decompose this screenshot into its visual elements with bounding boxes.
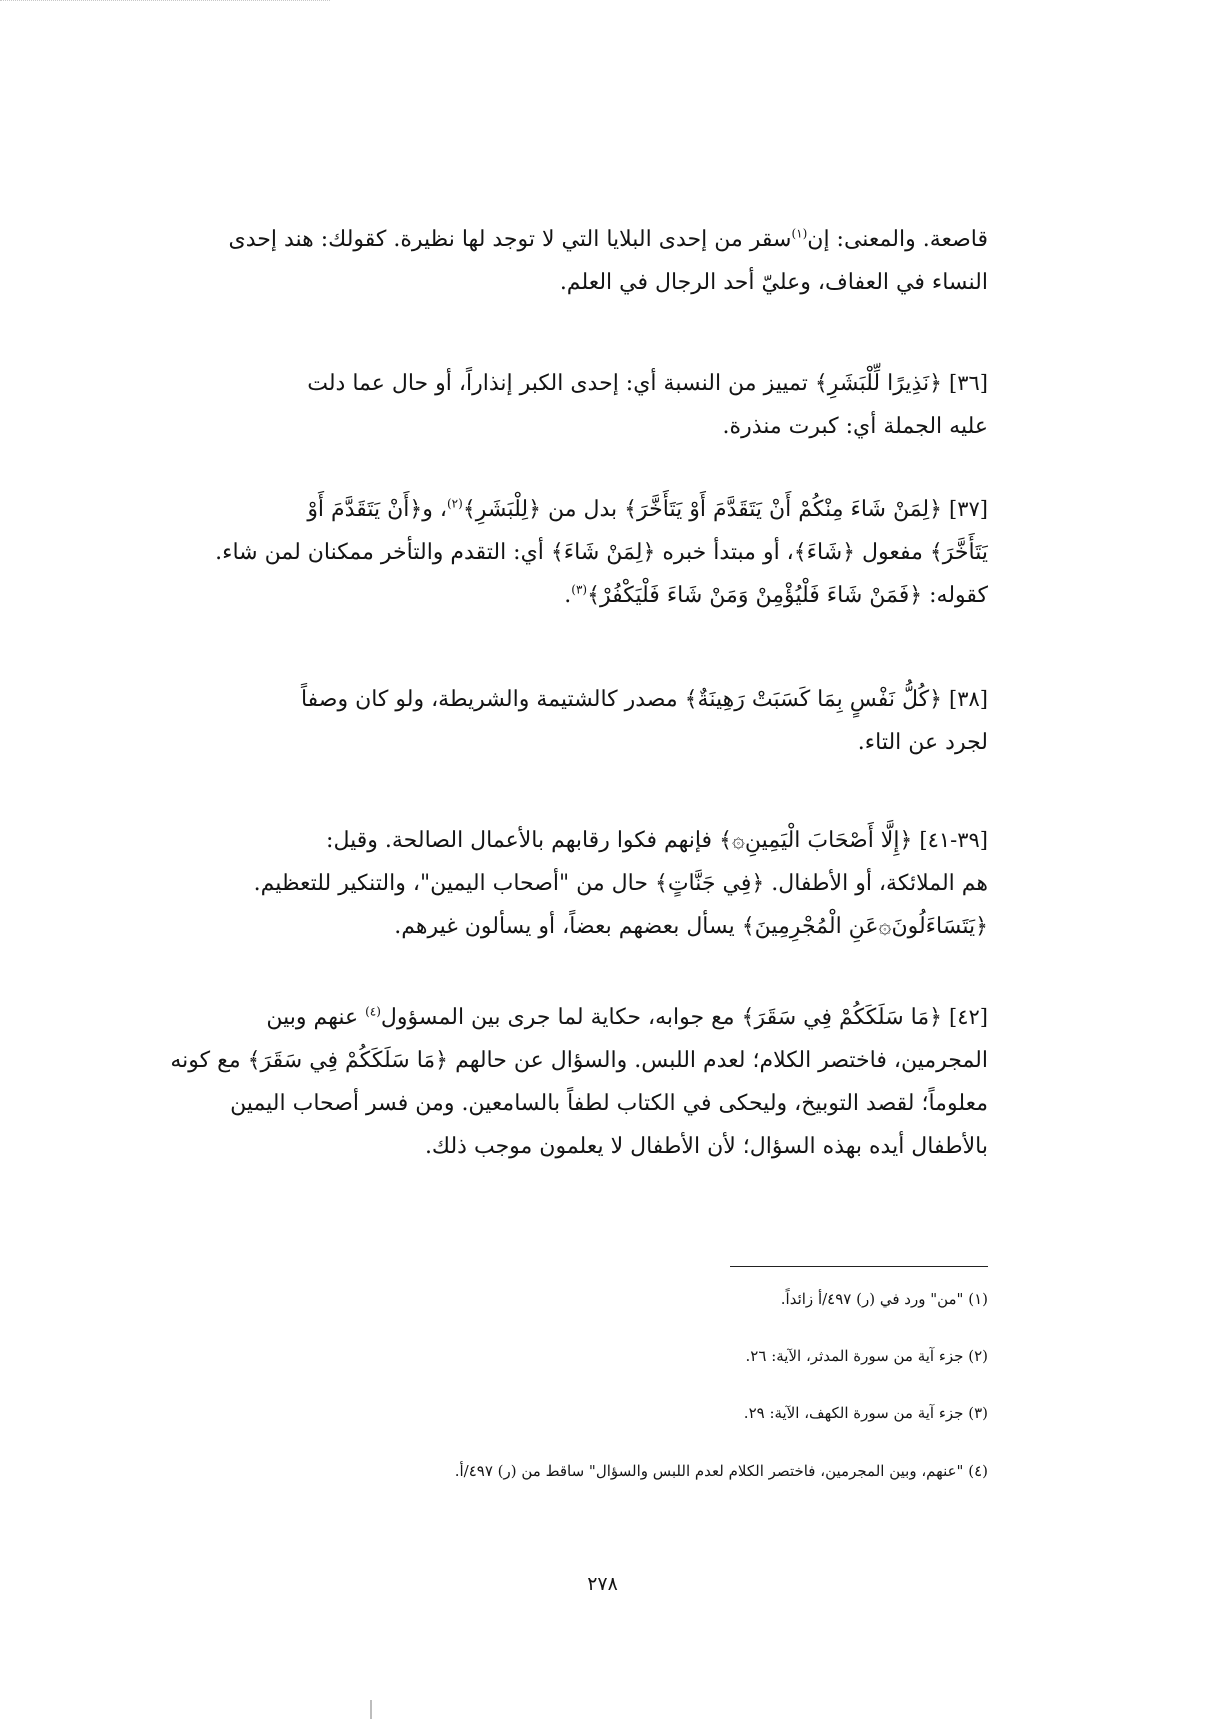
verse-number: [٣٩-٤١] <box>919 828 988 852</box>
text-line: عليه الجملة أي: كبرت منذرة. <box>722 414 988 439</box>
text-line: يَتَأَخَّرَ﴾ مفعول ﴿شَاءَ﴾، أو مبتدأ خبره ﴿لِمَنْ شَاءَ﴾ أي: التقدم والتأخر ممكنان لمن شاء. <box>215 540 988 565</box>
text-line: معلوماً؛ لقصد التوبيخ، وليحكى في الكتاب لطفاً بالسامعين. ومن فسر أصحاب اليمين <box>230 1091 988 1116</box>
verse-number: [٣٦] <box>949 371 988 395</box>
footnote-1: (١) "من" ورد في (ر) ٤٩٧/أ زائداً. <box>780 1290 988 1308</box>
intro-paragraph <box>110 218 988 304</box>
verse-entry-36 <box>110 362 988 448</box>
footnote-ref-2[interactable]: (٢) <box>446 496 463 511</box>
verse-number: [٣٧] <box>949 497 988 521</box>
text-line: [٣٧] ﴿لِمَنْ شَاءَ مِنْكُمْ أَنْ يَتَقَدَّمَ أَوْ يَتَأَخَّرَ﴾ بدل من ﴿لِلْبَشَرِ﴾$^{(٢)}$، و﴿أَنْ يَتَقَدَّمَ أَوْ <box>307 496 988 522</box>
text-line: هم الملائكة، أو الأطفال. ﴿فِي جَنَّاتٍ﴾ حال من "أصحاب اليمين"، والتنكير للتعظيم. <box>253 871 988 896</box>
text-line: كقوله: ﴿فَمَنْ شَاءَ فَلْيُؤْمِنْ وَمَنْ شَاءَ فَلْيَكْفُرْ﴾$^{(٣)}$. <box>564 582 988 608</box>
footnote-divider <box>730 1266 988 1267</box>
text-line: النساء في العفاف، وعليّ أحد الرجال في العلم. <box>559 270 988 295</box>
text-line: [٣٦] ﴿نَذِيرًا لِّلْبَشَرِ﴾ تمييز من النسبة أي: إحدى الكبر إنذاراً، أو حال عما دلت <box>307 371 988 396</box>
verse-entry-42 <box>110 996 988 1168</box>
scan-edge <box>0 0 330 1</box>
verse-entry-39-41 <box>110 819 988 948</box>
text-line: ﴿يَتَسَاءَلُونَ۞عَنِ الْمُجْرِمِينَ﴾ يسأل بعضهم بعضاً، أو يسألون غيرهم. <box>394 914 988 939</box>
footnote-ref-4[interactable]: (٤) <box>365 1004 381 1019</box>
text-line: [٣٨] ﴿كُلُّ نَفْسٍ بِمَا كَسَبَتْ رَهِينَةٌ﴾ مصدر كالشتيمة والشريطة، ولو كان وصفاً <box>300 687 988 712</box>
verse-number: [٤٢] <box>949 1005 988 1029</box>
verse-entry-37 <box>110 488 988 617</box>
verse-entry-38 <box>110 678 988 764</box>
footnote-ref-3[interactable]: (٣) <box>571 582 588 597</box>
verse-number: [٣٨] <box>949 687 988 711</box>
text-line: المجرمين، فاختصر الكلام؛ لعدم اللبس. والسؤال عن حالهم ﴿مَا سَلَكَكُمْ فِي سَقَرَ﴾ مع كونه <box>170 1048 988 1073</box>
footnote-3: (٣) جزء آية من سورة الكهف، الآية: ٢٩. <box>743 1404 988 1422</box>
footnote-ref-1[interactable]: (١) <box>791 226 808 241</box>
page-number: ٢٧٨ <box>587 1573 618 1595</box>
text-line: [٣٩-٤١] ﴿إِلَّا أَصْحَابَ الْيَمِينِ۞﴾ فإنهم فكوا رقابهم بالأعمال الصالحة. وقيل: <box>326 828 988 853</box>
footnote-2: (٢) جزء آية من سورة المدثر، الآية: ٢٦. <box>745 1347 988 1365</box>
scan-mark <box>370 1700 372 1719</box>
footnote-4: (٤) "عنهم، وبين المجرمين، فاختصر الكلام لعدم اللبس والسؤال" ساقط من (ر) ٤٩٧/أ. <box>454 1462 988 1480</box>
text-line: قاصعة. والمعنى: إن$^{(١)}$سقر من إحدى البلايا التي لا توجد لها نظيرة. كقولك: هند إحدى <box>228 226 988 252</box>
text-line: بالأطفال أيده بهذه السؤال؛ لأن الأطفال لا يعلمون موجب ذلك. <box>424 1134 988 1159</box>
text-line: [٤٢] ﴿مَا سَلَكَكُمْ فِي سَقَرَ﴾ مع جوابه، حكاية لما جرى بين المسؤول$^{(٤)}$ عنهم وبين <box>266 1004 988 1030</box>
text-line: لجرد عن التاء. <box>857 730 988 755</box>
